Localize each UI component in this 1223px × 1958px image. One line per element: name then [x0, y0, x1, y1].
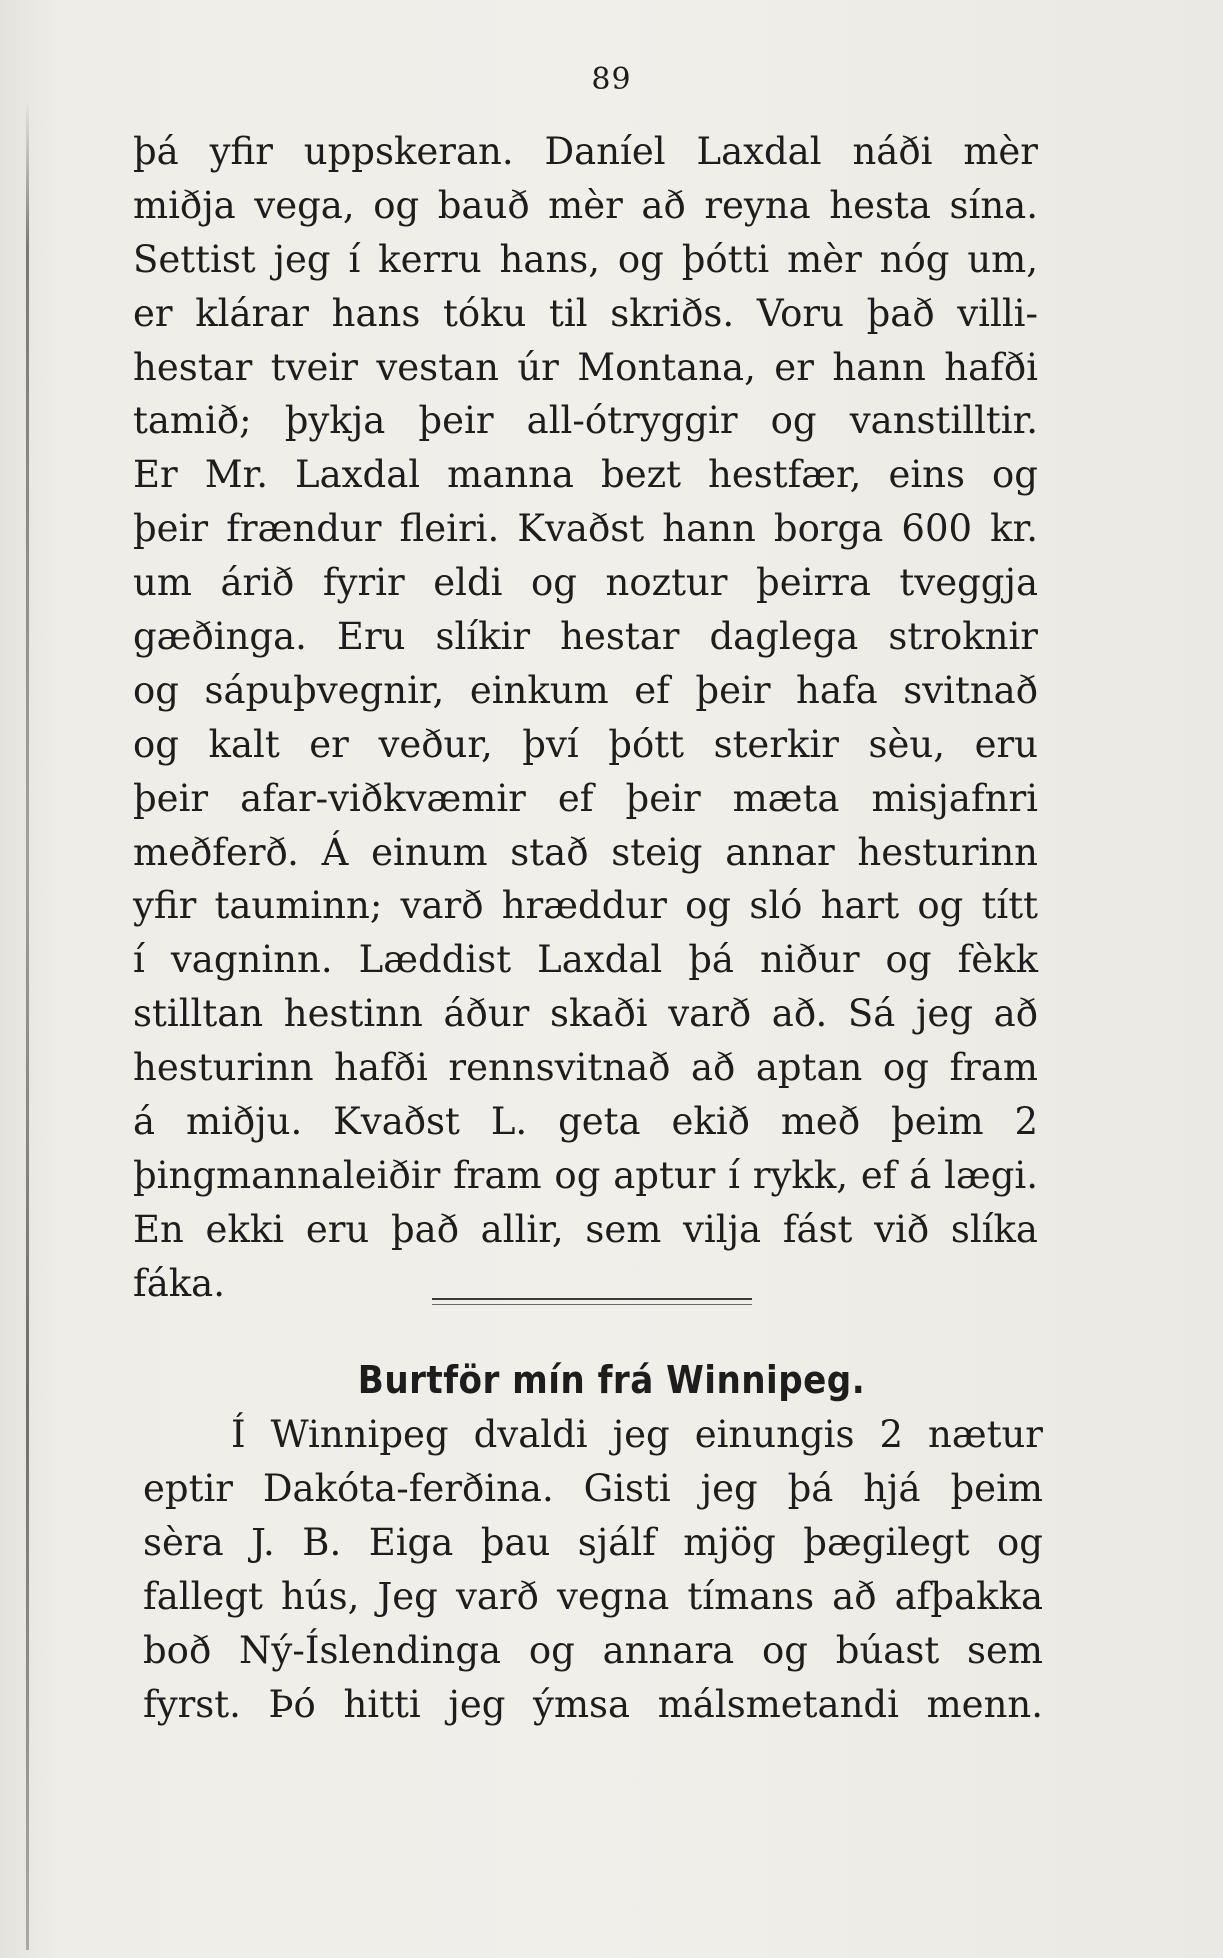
- text-line: meðferð. Á einum stað steig annar hesturinn: [133, 830, 1038, 874]
- text-line: yfir tauminn; varð hræddur og sló hart og títt: [133, 884, 1038, 928]
- text-line: fallegt hús, Jeg varð vegna tímans að afþakka: [143, 1575, 1043, 1618]
- text-line: og sápuþvegnir, einkum ef þeir hafa svitnað: [133, 668, 1038, 712]
- text-line: fyrst. Þó hitti jeg ýmsa málsmetandi menn.: [143, 1683, 1043, 1726]
- text-line: miðja vega, og bauð mèr að reyna hesta sína.: [133, 183, 1038, 227]
- text-line: tamið; þykja þeir all-ótryggir og vanstilltir.: [133, 399, 1038, 443]
- text-line: fáka.: [133, 1261, 225, 1305]
- text-line: þingmannaleiðir fram og aptur í rykk, ef á lægi.: [133, 1153, 1038, 1197]
- paragraph-1: [133, 125, 1038, 1311]
- text-line: um árið fyrir eldi og noztur þeirra tveggja: [133, 561, 1038, 605]
- text-line: þeir afar-viðkvæmir ef þeir mæta misjafnri: [133, 776, 1038, 820]
- text-line: gæðinga. Eru slíkir hestar daglega stroknir: [133, 615, 1038, 659]
- page-edge-shadow: [26, 100, 29, 1950]
- text-line: í vagninn. Læddist Laxdal þá niður og fèkk: [133, 938, 1038, 982]
- text-line: Settist jeg í kerru hans, og þótti mèr nóg um,: [133, 237, 1038, 281]
- text-line: og kalt er veður, því þótt sterkir sèu, eru: [133, 722, 1038, 766]
- paragraph-2: [143, 1408, 1043, 1732]
- text-line: sèra J. B. Eiga þau sjálf mjög þægilegt og: [143, 1521, 1043, 1564]
- section-heading: Burtför mín frá Winnipeg.: [357, 1358, 866, 1402]
- text-line: er klárar hans tóku til skriðs. Voru það villi-: [133, 291, 1038, 335]
- text-line: Í Winnipeg dvaldi jeg einungis 2 nætur: [231, 1413, 1043, 1456]
- text-line: boð Ný-Íslendinga og annara og búast sem: [143, 1629, 1043, 1672]
- section-divider: [432, 1298, 752, 1305]
- text-line: En ekki eru það allir, sem vilja fást við slíka: [133, 1207, 1038, 1251]
- text-line: stilltan hestinn áður skaði varð að. Sá jeg að: [133, 992, 1038, 1036]
- text-line: hesturinn hafði rennsvitnað að aptan og fram: [133, 1046, 1038, 1090]
- text-line: á miðju. Kvaðst L. geta ekið með þeim 2: [133, 1100, 1038, 1144]
- page-number: 89: [591, 62, 632, 97]
- text-line: eptir Dakóta-ferðina. Gisti jeg þá hjá þeim: [143, 1467, 1043, 1510]
- text-line: hestar tveir vestan úr Montana, er hann hafði: [133, 345, 1038, 389]
- text-line: þá yfir uppskeran. Daníel Laxdal náði mèr: [133, 130, 1038, 173]
- text-line: þeir frændur fleiri. Kvaðst hann borga 600 kr.: [133, 507, 1038, 551]
- text-line: Er Mr. Laxdal manna bezt hestfær, eins og: [133, 453, 1038, 497]
